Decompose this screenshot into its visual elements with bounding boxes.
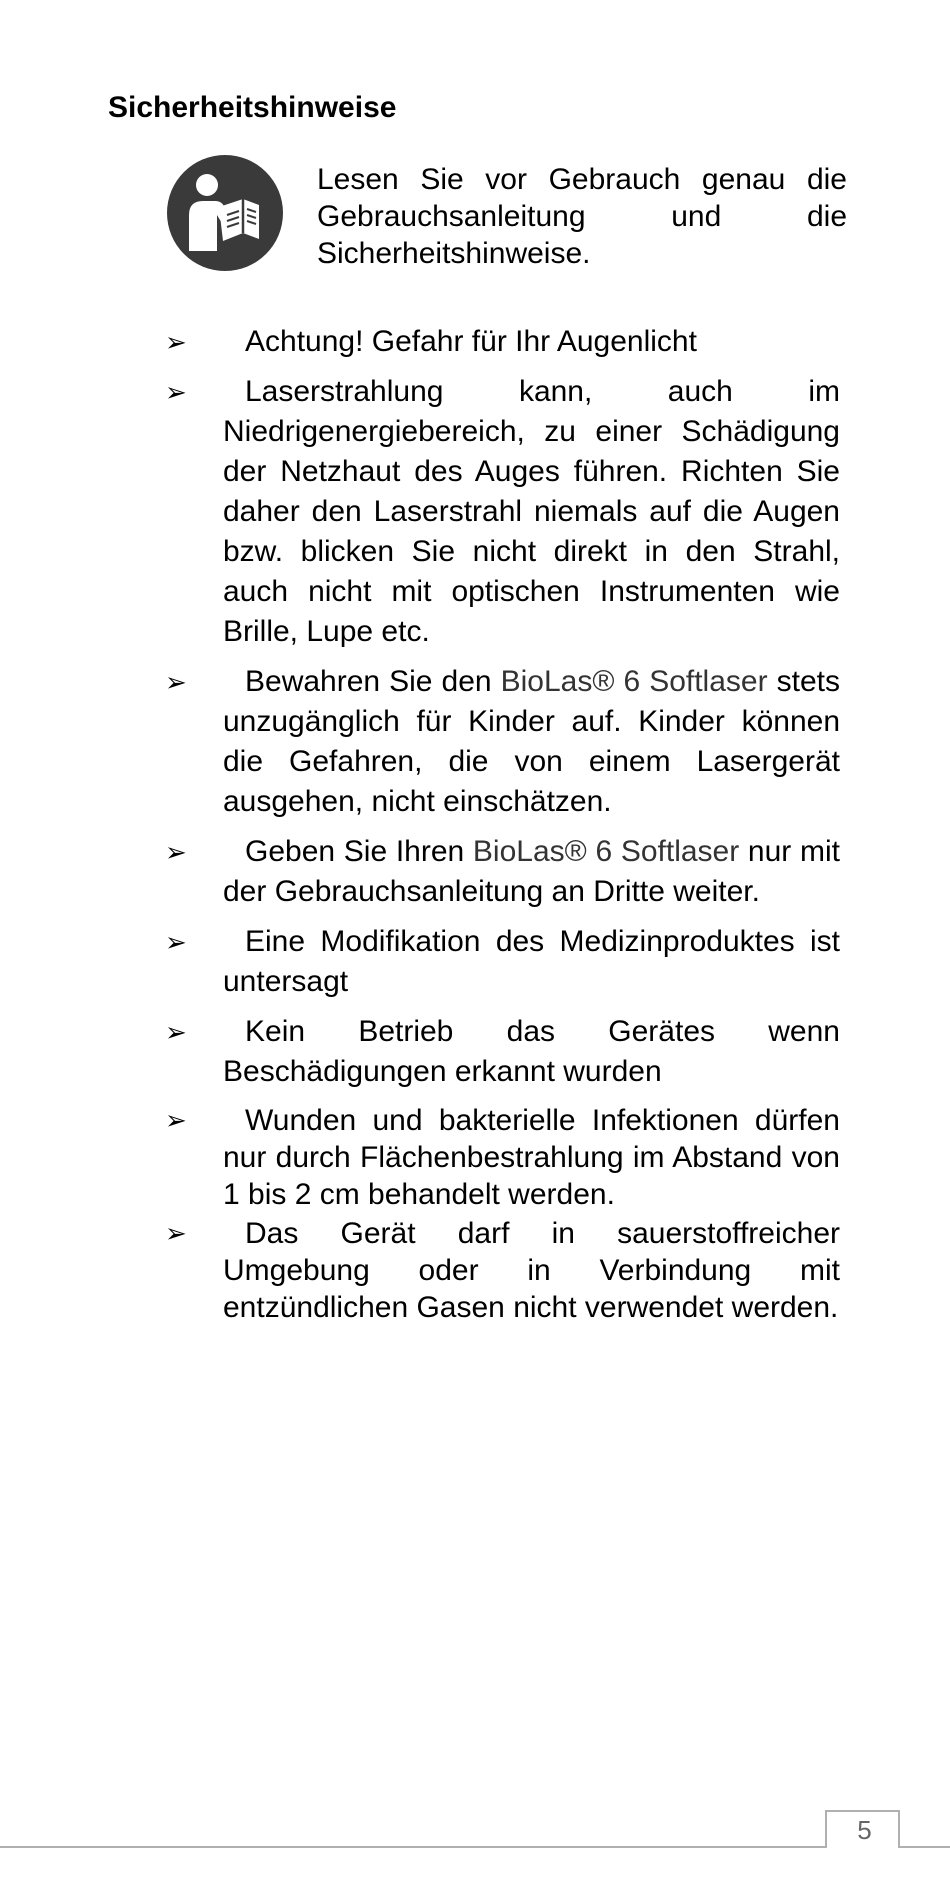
item-text: Laserstrahlung kann, auch im Niedrigenergiebereich, zu einer Schädigung der Netzhaut des Auges führen. Richten Sie daher den Laserstrahl niemals auf die Augen bzw. blicken Sie nicht direkt in den Strahl, auch nicht mit optischen Instrumenten wie Brille, Lupe etc. <box>223 375 840 648</box>
footer-rule <box>0 1846 950 1848</box>
list-item <box>165 1102 840 1213</box>
item-text: Kein Betrieb das Gerätes wenn Beschädigungen erkannt wurden <box>223 1015 840 1088</box>
read-manual-icon <box>167 155 283 271</box>
product-name: BioLas® 6 Softlaser <box>500 665 768 698</box>
intro-text: Lesen Sie vor Gebrauch genau die Gebrauchsanleitung und die Sicherheitshinweise. <box>317 163 847 270</box>
arrow-bullet-icon: ➢ <box>165 377 187 407</box>
arrow-bullet-icon: ➢ <box>165 837 187 867</box>
item-text: Das Gerät darf in sauerstoffreicher Umgebung oder in Verbindung mit entzündlichen Gasen nicht verwendet werden. <box>223 1217 840 1324</box>
safety-list <box>165 322 840 1328</box>
list-item <box>165 322 840 362</box>
item-text <box>223 832 840 912</box>
item-text-before: Geben Sie Ihren <box>245 835 473 868</box>
page-number-box <box>825 1810 900 1848</box>
arrow-bullet-icon: ➢ <box>165 1105 187 1135</box>
arrow-bullet-icon: ➢ <box>165 1017 187 1047</box>
arrow-bullet-icon: ➢ <box>165 1218 187 1248</box>
item-text <box>223 662 840 822</box>
arrow-bullet-icon: ➢ <box>165 927 187 957</box>
list-item <box>165 832 840 912</box>
item-text-after: nur mit der Gebrauchsanleitung an Dritte weiter. <box>223 835 840 908</box>
list-item <box>165 662 840 822</box>
list-item <box>165 372 840 652</box>
list-item <box>165 1215 840 1326</box>
list-item <box>165 1012 840 1092</box>
item-text-after: stets unzugänglich für Kinder auf. Kinder können die Gefahren, die von einem Lasergerät ausgehen, nicht einschätzen. <box>223 665 840 818</box>
item-text: Eine Modifikation des Medizinproduktes ist untersagt <box>223 925 840 998</box>
arrow-bullet-icon: ➢ <box>165 327 187 357</box>
arrow-bullet-icon: ➢ <box>165 667 187 697</box>
list-item <box>165 922 840 1002</box>
page-number: 5 <box>857 1815 872 1845</box>
product-name: BioLas® 6 Softlaser <box>472 835 740 868</box>
item-text: Achtung! Gefahr für Ihr Augenlicht <box>245 325 697 358</box>
item-text-before: Bewahren Sie den <box>245 665 501 698</box>
item-text: Wunden und bakterielle Infektionen dürfen nur durch Flächenbestrahlung im Abstand von 1 bis 2 cm behandelt werden. <box>223 1104 840 1211</box>
page-heading: Sicherheitshinweise <box>108 91 397 124</box>
